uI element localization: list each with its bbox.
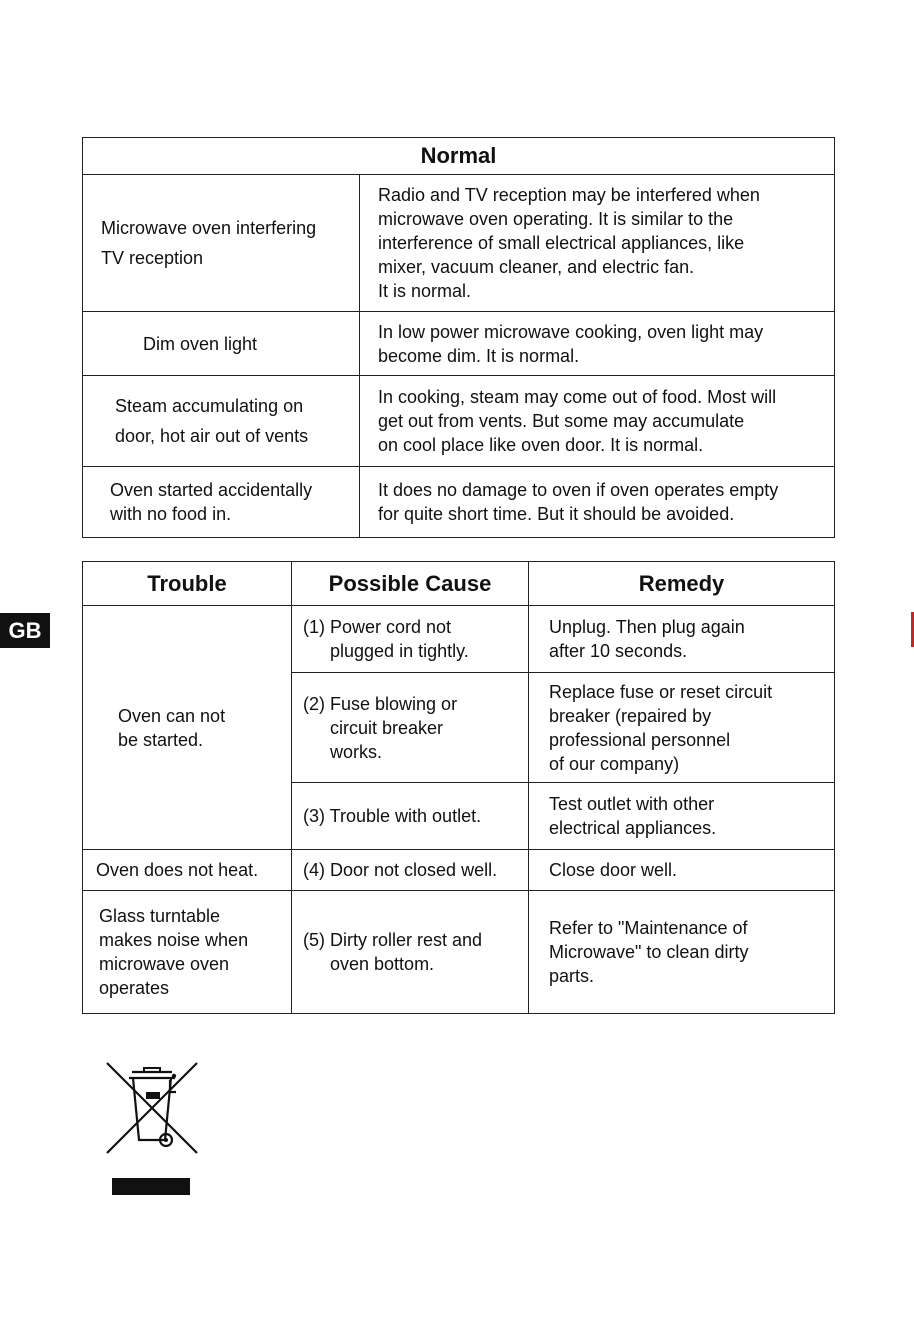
description-cell [360,175,835,312]
cell-line: Test outlet with other [549,794,715,814]
cell-line: Close door well. [549,860,678,880]
remedy-cell [529,673,835,783]
cell-line: mixer, vacuum cleaner, and electric fan. [378,257,695,277]
cell-line: Steam accumulating on [115,396,304,416]
cell-line: TV reception [101,248,204,268]
column-header-trouble: Trouble [83,562,292,606]
cell-line: oven bottom. [330,954,435,974]
cell-line: breaker (repaired by [549,705,712,726]
cell-line: It does no damage to oven if oven operates empty [378,480,779,500]
cell-line: In cooking, steam may come out of food. Most will [378,387,777,407]
table-row [83,312,835,376]
normal-table-header: Normal [83,138,835,175]
cell-line: Oven started accidentally [110,480,313,500]
table-row [83,467,835,538]
cell-line: after 10 seconds. [549,641,688,661]
cell-line: makes noise when [99,930,249,950]
trouble-cell [83,850,292,891]
table-row [83,606,835,673]
language-tab-gb: GB [0,613,50,648]
remedy-cell [529,783,835,850]
cell-line: interference of small electrical appliances, like [378,233,745,253]
condition-cell [83,175,360,312]
column-header-remedy: Remedy [529,562,835,606]
cell-line: with no food in. [110,504,232,524]
cause-cell [292,606,529,673]
cell-line: (2) Fuse blowing or [303,693,458,714]
cell-line: Refer to "Maintenance of [549,918,748,938]
cell-line: Microwave oven interfering [101,218,317,238]
cause-cell [292,673,529,783]
cell-line: (5) Dirty roller rest and [303,930,483,950]
cell-line: Replace fuse or reset circuit [549,681,773,702]
cell-line: Radio and TV reception may be interfered when [378,185,760,205]
cell-line: for quite short time. But it should be avoided. [378,504,735,524]
cell-line: parts. [549,966,595,986]
cell-line: Dim oven light [143,333,258,354]
condition-cell [83,312,360,376]
cell-line: (4) Door not closed well. [303,860,498,880]
trouble-cell [83,606,292,850]
cell-line: on cool place like oven door. It is normal. [378,435,704,455]
cell-line: circuit breaker [330,717,444,738]
cell-line: Unplug. Then plug again [549,617,745,637]
cell-line: professional personnel [549,729,731,750]
remedy-cell [529,891,835,1014]
remedy-cell [529,606,835,673]
column-header-possible-cause: Possible Cause [292,562,529,606]
cell-line: Glass turntable [99,906,221,926]
cell-line: plugged in tightly. [330,641,469,661]
cell-line: become dim. It is normal. [378,345,580,366]
cell-line: Oven can not [118,705,226,726]
cell-line: Microwave" to clean dirty [549,942,749,962]
cell-line: be started. [118,729,204,750]
table-row [83,376,835,467]
cell-line: (1) Power cord not [303,617,452,637]
condition-cell [83,376,360,467]
cell-line: operates [99,978,170,998]
table-row [83,891,835,1014]
trouble-cell [83,891,292,1014]
cell-line: get out from vents. But some may accumulate [378,411,745,431]
cell-line: (3) Trouble with outlet. [303,806,482,826]
remedy-cell [529,850,835,891]
cell-line: It is normal. [378,281,472,301]
cell-line: microwave oven [99,954,230,974]
cell-line: In low power microwave cooking, oven light may [378,321,764,342]
cause-cell [292,783,529,850]
cell-line: of our company) [549,753,680,774]
crossed-out-wheelie-bin-icon [104,1058,200,1158]
cell-line: electrical appliances. [549,818,717,838]
description-cell [360,467,835,538]
description-cell [360,376,835,467]
table-row [83,850,835,891]
weee-black-bar [112,1178,190,1195]
troubleshooting-table [82,561,835,1014]
cell-line: works. [330,741,383,762]
cell-line: Oven does not heat. [96,860,259,880]
cell-line: microwave oven operating. It is similar to the [378,209,734,229]
cause-cell [292,891,529,1014]
description-cell [360,312,835,376]
normal-conditions-table [82,137,835,538]
condition-cell [83,467,360,538]
table-row [83,175,835,312]
cause-cell [292,850,529,891]
cell-line: door, hot air out of vents [115,426,309,446]
